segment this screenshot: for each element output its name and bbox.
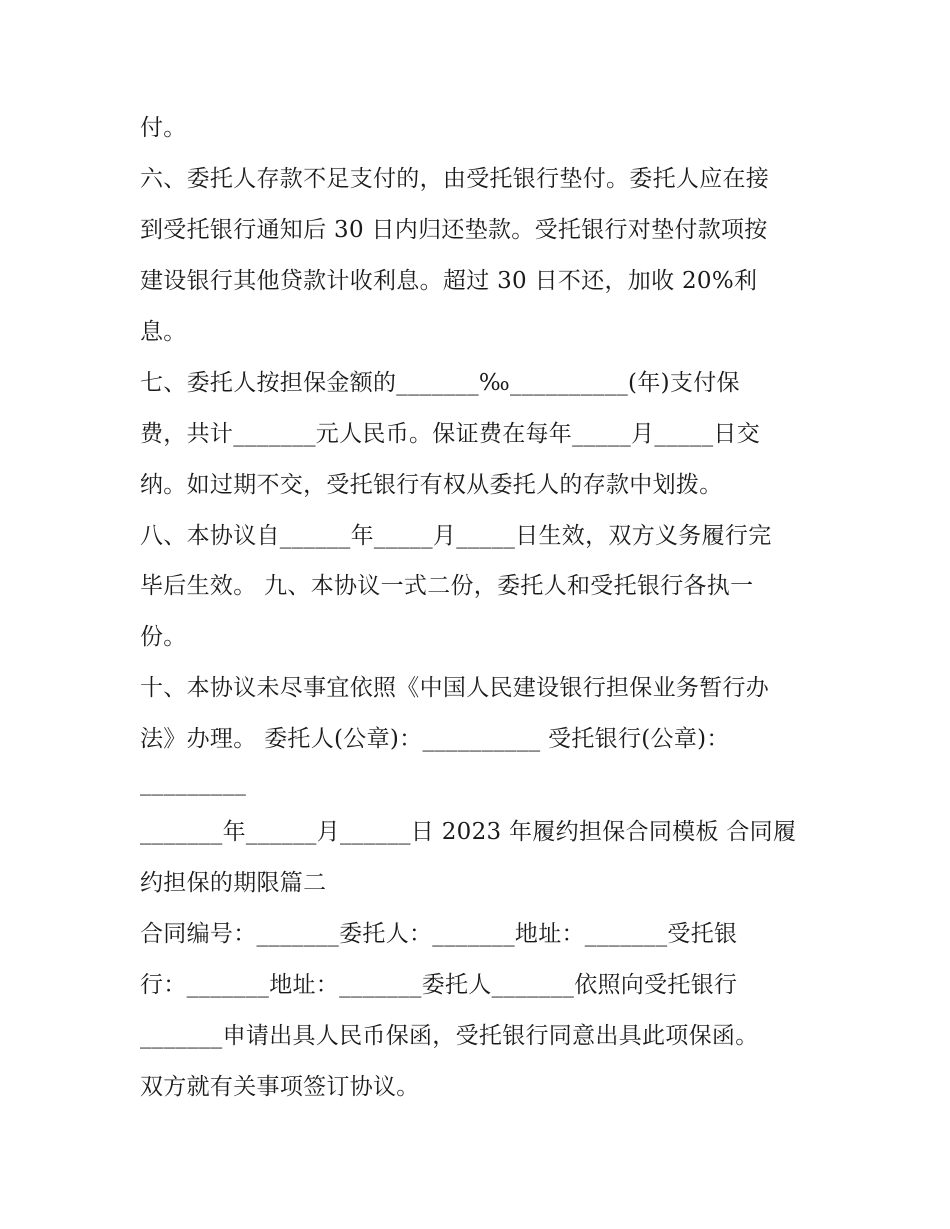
text-line: 份。 — [140, 624, 187, 650]
text-line: 约担保的期限篇二 — [140, 870, 327, 896]
text-line: 建设银行其他贷款计收利息。超过 30 日不还，加收 20%利 — [140, 268, 758, 294]
text-line: 十、本协议未尽事宜依照《中国人民建设银行担保业务暂行办 — [140, 675, 770, 701]
text-line: 息。 — [140, 319, 187, 345]
text-line: _______年______月______日 2023 年履约担保合同模板 合同履 — [140, 819, 797, 845]
text-line: 八、本协议自______年_____月_____日生效，双方义务履行完 — [140, 523, 772, 549]
text-line: 到受托银行通知后 30 日内归还垫款。受托银行对垫付款项按 — [140, 217, 768, 243]
text-line: 六、委托人存款不足支付的，由受托银行垫付。委托人应在接 — [140, 166, 770, 192]
text-line: _______申请出具人民币保函，受托银行同意出具此项保函。 — [140, 1023, 759, 1049]
signature-blank-line: _________ — [140, 770, 247, 796]
text-line: 七、委托人按担保金额的_______‰__________(年)支付保 — [140, 370, 740, 396]
text-line: 行：_______地址：_______委托人_______依照向受托银行 — [140, 972, 738, 998]
text-line: 付。 — [140, 115, 187, 141]
text-line: 纳。如过期不交，受托银行有权从委托人的存款中划拨。 — [140, 472, 723, 498]
text-line: 毕后生效。 九、本协议一式二份，委托人和受托银行各执一 — [140, 573, 754, 599]
text-line: 费，共计_______元人民币。保证费在每年_____月_____日交 — [140, 421, 760, 447]
text-line: 法》办理。 委托人(公章)：__________ 受托银行(公章)： — [140, 726, 730, 752]
text-line: 合同编号：_______委托人：_______地址：_______受托银 — [140, 921, 738, 947]
text-line: 双方就有关事项签订协议。 — [140, 1074, 420, 1100]
